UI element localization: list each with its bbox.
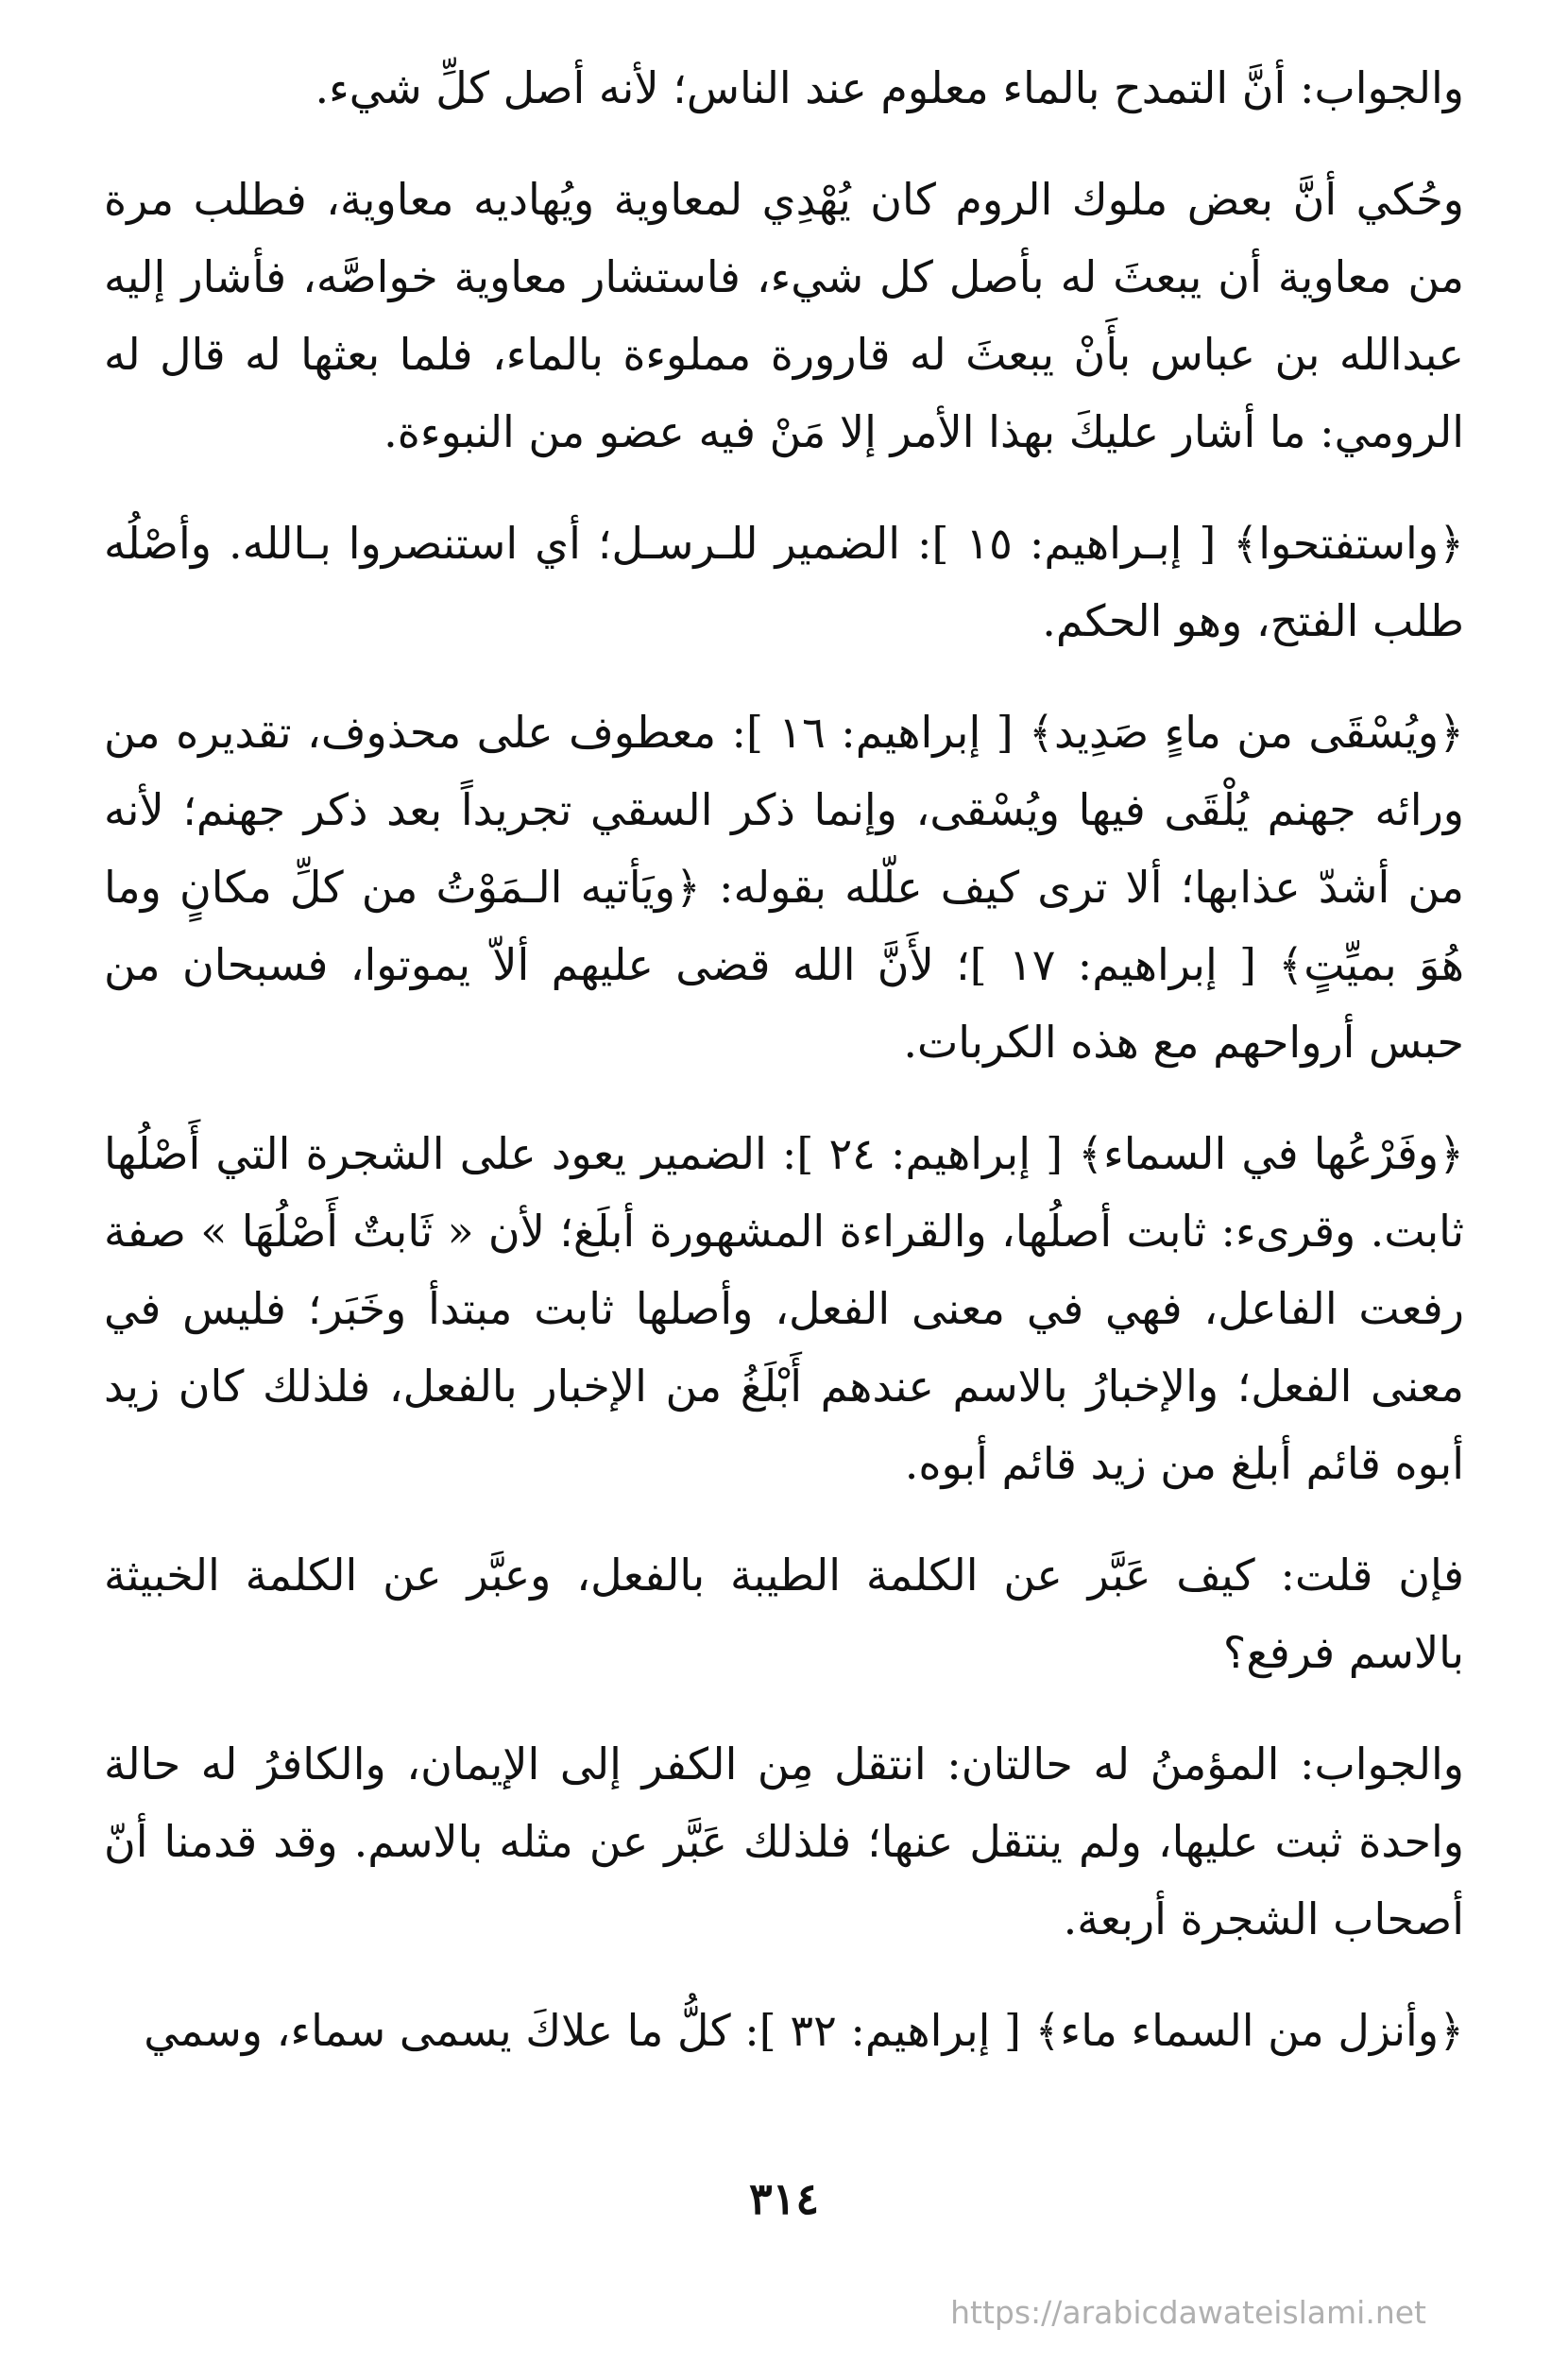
paragraph-2: وحُكي أنَّ بعض ملوك الروم كان يُهْدِي لمعاوية ويُهاديه معاوية، فطلب مرة من معاوية أن يبعثَ له بأصل كل شيء، فاستشار معاوية خواصَّه، فأشار إليه عبدالله بن عباس بأَنْ يبعثَ له قارورة مملوءة بالماء، فلما بعثها له قال له الرومي: ما أشار عليكَ بهذا الأمر إلا مَنْ فيه عضو من النبوءة. <box>104 174 1464 457</box>
paragraph-5: ﴿وفَرْعُها في السماء﴾ [ إبراهيم: ٢٤ ]: الضمير يعود على الشجرة التي أَصْلُها ثابت. وقرىء: ثابت أصلُها، والقراءة المشهورة أبلَغ؛ لأن « ثَابتٌ أَصْلُهَا » صفة رفعت الفاعل، فهي في معنى الفعل، وأصلها ثابت مبتدأ وخَبَر؛ فليس في معنى الفعل؛ والإخبارُ بالاسم عندهم أَبْلَغُ من الإخبار بالفعل، فلذلك كان زيد أبوه قائم أبلغ من زيد قائم أبوه. <box>104 1128 1465 1489</box>
paragraph-4: ﴿ويُسْقَى من ماءٍ صَدِيد﴾ [ إبراهيم: ١٦ ]: معطوف على محذوف، تقديره من ورائه جهنم يُلْقَى فيها ويُسْقى، وإنما ذكر السقي تجريداً بعد ذكر جهنم؛ لأنه من أشدّ عذابها؛ ألا ترى كيف علّله بقوله: ﴿ويَأتيه الـمَوْتُ من كلِّ مكانٍ وما هُوَ بميِّتٍ﴾ [ إبراهيم: ١٧ ]؛ لأَنَّ الله قضى عليهم ألاّ يموتوا، فسبحان من حبس أرواحهم مع هذه الكربات. <box>104 707 1465 1068</box>
page-number: ٣١٤ <box>748 2173 820 2224</box>
paragraph-8: ﴿وأنزل من السماء ماء﴾ [ إبراهيم: ٣٢ ]: كلُّ ما علاكَ يسمى سماء، وسمي <box>144 2005 1464 2056</box>
paragraph-1: والجواب: أنَّ التمدح بالماء معلوم عند الناس؛ لأنه أصل كلِّ شيء. <box>315 62 1464 113</box>
paragraph-6: فإن قلت: كيف عَبَّر عن الكلمة الطيبة بالفعل، وعبَّر عن الكلمة الخبيثة بالاسم فرفع؟ <box>104 1550 1464 1678</box>
body-text <box>104 49 1464 2103</box>
paragraph-3: ﴿واستفتحوا﴾ [ إبـراهيم: ١٥ ]: الضمير للـرسـل؛ أي استنصروا بـالله. وأصْلُه طلب الفتح، وهو الحكم. <box>104 518 1464 646</box>
watermark-url: https://arabicdawateislami.net <box>950 2294 1426 2331</box>
paragraph-7: والجواب: المؤمنُ له حالتان: انتقل مِن الكفر إلى الإيمان، والكافرُ له حالة واحدة ثبت عليها، ولم ينتقل عنها؛ فلذلك عَبَّر عن مثله بالاسم. وقد قدمنا أنّ أصحاب الشجرة أربعة. <box>104 1738 1464 1944</box>
